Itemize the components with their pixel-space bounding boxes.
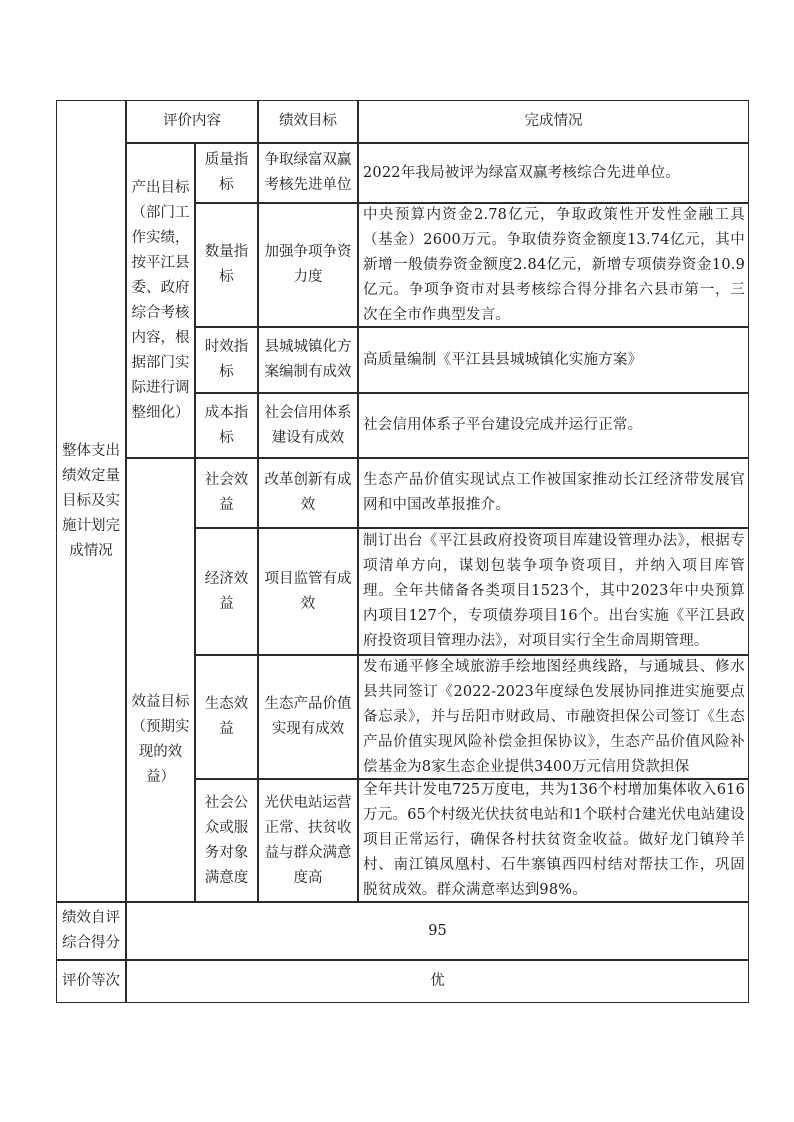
indicator-cell: 数量指标 [195, 203, 258, 327]
indicator-cell: 经济效益 [195, 528, 258, 655]
indicator-cell: 生态效益 [195, 655, 258, 779]
score-label: 绩效自评综合得分 [62, 910, 120, 951]
main-category-cell [56, 100, 126, 902]
completion-cell: 社会信用体系子平台建设完成并运行正常。 [358, 393, 749, 458]
score-value-cell [126, 902, 749, 960]
target-cell: 加强争项争资力度 [258, 203, 358, 327]
target-cell: 县城城镇化方案编制有成效 [258, 327, 358, 393]
grade-value-cell [126, 960, 749, 1003]
indicator-cell: 社会公众或服务对象满意度 [195, 779, 258, 902]
output-target-label: 产出目标（部门工作实绩，按平江县委、政府综合考核内容，根据部门实际进行调整细化） [131, 179, 190, 421]
target-cell: 项目监管有成效 [258, 528, 358, 655]
indicator-cell: 质量指标 [195, 143, 258, 203]
output-target-group [126, 143, 195, 458]
target-cell: 光伏电站运营正常、扶贫收益与群众满意度高 [258, 779, 358, 902]
grade-label: 评价等次 [62, 973, 120, 989]
completion-cell: 生态产品价值实现试点工作被国家推动长江经济带发展官网和中国改革报推介。 [358, 458, 749, 528]
header-eval-content: 评价内容 [126, 100, 258, 143]
score-label-cell [56, 902, 126, 960]
indicator-cell: 成本指标 [195, 393, 258, 458]
score-value: 95 [428, 922, 447, 939]
header-completion: 完成情况 [358, 100, 749, 143]
grade-label-cell [56, 960, 126, 1003]
target-cell: 改革创新有成效 [258, 458, 358, 528]
target-cell: 社会信用体系建设有成效 [258, 393, 358, 458]
grade-value: 优 [430, 973, 445, 989]
target-cell: 生态产品价值实现有成效 [258, 655, 358, 779]
completion-cell: 高质量编制《平江县县城城镇化实施方案》 [358, 327, 749, 393]
completion-cell: 中央预算内资金2.78亿元，争取政策性开发性金融工具（基金）2600万元。争取债券资金额度13.74亿元，其中新增一般债券资金额度2.84亿元，新增专项债券资金10.9亿元。争项争资市对县考核综合得分排名六县市第一，三次在全市作典型发言。 [358, 203, 749, 327]
benefit-target-label: 效益目标（预期实现的效益） [131, 694, 190, 785]
completion-cell: 全年共计发电725万度电，共为136个村增加集体收入616万元。65个村级光伏扶贫电站和1个联村合建光伏电站建设项目正常运行，确保各村扶贫资金收益。做好龙门镇羚羊村、南江镇凤凰村、石牛寨镇西四村结对帮扶工作，巩固脱贫成效。群众满意率达到98%。 [358, 779, 749, 902]
main-category-label: 整体支出绩效定量目标及实施计划完成情况 [62, 442, 120, 559]
completion-cell: 2022年我局被评为绿富双赢考核综合先进单位。 [358, 143, 749, 203]
benefit-target-group [126, 458, 195, 902]
completion-cell: 制订出台《平江县政府投资项目库建设管理办法》，根据专项清单方向，谋划包装争项争资项目，并纳入项目库管理。全年共储备各类项目1523个，其中2023年中央预算内项目127个，专项债券项目16个。出台实施《平江县政府投资项目管理办法》，对项目实行全生命周期管理。 [358, 528, 749, 655]
header-performance-target: 绩效目标 [258, 100, 358, 143]
indicator-cell: 时效指标 [195, 327, 258, 393]
completion-cell: 发布通平修全域旅游手绘地图经典线路，与通城县、修水县共同签订《2022-2023年度绿色发展协同推进实施要点备忘录》，并与岳阳市财政局、市融资担保公司签订《生态产品价值实现风险补偿金担保协议》，生态产品价值风险补偿基金为8家生态企业提供3400万元信用贷款担保 [358, 655, 749, 779]
indicator-cell: 社会效益 [195, 458, 258, 528]
target-cell: 争取绿富双赢考核先进单位 [258, 143, 358, 203]
